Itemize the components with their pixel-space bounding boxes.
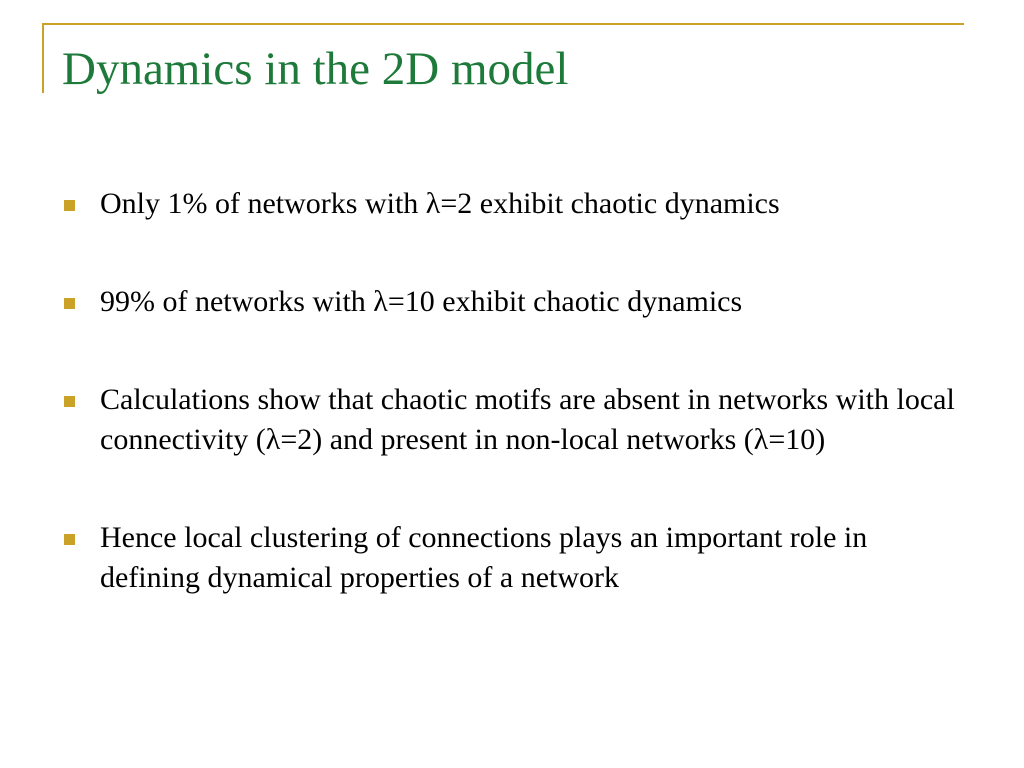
bullet-item [60, 380, 960, 460]
square-bullet-icon [64, 534, 75, 545]
bullet-item [60, 518, 960, 598]
bullet-item [60, 184, 960, 224]
title-frame-left-rule [42, 23, 44, 93]
bullet-text: 99% of networks with λ=10 exhibit chaotic dynamics [100, 285, 743, 318]
bullet-item [60, 282, 960, 322]
square-bullet-icon [64, 298, 75, 309]
bullet-text: Only 1% of networks with λ=2 exhibit chaotic dynamics [100, 187, 780, 220]
square-bullet-icon [64, 200, 75, 211]
bullet-text: Hence local clustering of connections plays an important role in defining dynamical properties of a network [100, 521, 868, 594]
slide-title: Dynamics in the 2D model [62, 43, 569, 95]
bullet-text: Calculations show that chaotic motifs are absent in networks with local connectivity (λ=2) and present in non-local networks (λ=10) [100, 383, 955, 456]
bullet-list [60, 184, 960, 598]
title-frame-top-rule [42, 23, 964, 25]
square-bullet-icon [64, 396, 75, 407]
